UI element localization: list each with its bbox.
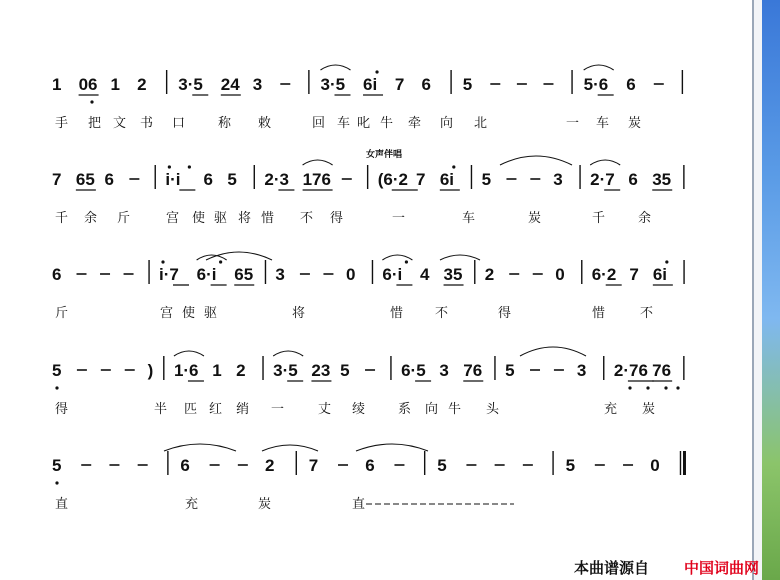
note-group: 6i [439, 170, 455, 189]
note-group: 06 [78, 75, 98, 94]
note-group: 3 [576, 361, 587, 380]
lyric-char: 驱 [204, 306, 218, 321]
note-group: 5 [340, 361, 350, 380]
slur [273, 351, 303, 356]
lyric-char: 斤 [55, 306, 69, 321]
lyric-char: 余 [84, 211, 98, 226]
footer-source-label: 本曲谱源自 [574, 559, 650, 577]
lyric-char: 余 [638, 211, 652, 226]
note-group: 3 [439, 361, 449, 380]
note-group: 5 [227, 170, 237, 189]
lyric-char: 炭 [258, 497, 272, 512]
lyric-char: 车 [337, 116, 351, 131]
note-group: 6 [626, 75, 636, 94]
lyric-char: 回 [312, 116, 326, 131]
lyric-char: 得 [498, 306, 512, 321]
phrase-slur [206, 252, 272, 260]
note-group: 0 [555, 265, 565, 284]
lyric-char: 惜 [390, 306, 404, 321]
lyric-char: 不 [300, 211, 314, 226]
octave-dot-low [55, 481, 58, 484]
note-group: (6·2 [377, 170, 409, 189]
lyric-char: 不 [435, 306, 449, 321]
note-group: 65 [75, 170, 95, 189]
note-group: 0 [650, 456, 660, 475]
lyric-char: 车 [596, 116, 610, 131]
lyric-char: 文 [113, 116, 127, 131]
note-group: 35 [443, 265, 463, 284]
phrase-slur [262, 445, 318, 451]
octave-dot-high [665, 260, 668, 263]
note-group: 6 [52, 265, 62, 284]
lyric-char: 宫 [160, 306, 174, 321]
lyric-char: 将 [292, 306, 306, 321]
note-group: 1 [52, 75, 62, 94]
phrase-slur [440, 255, 480, 260]
octave-dot-low [676, 386, 679, 389]
note-group: 6i [652, 265, 668, 284]
lyric-char: 得 [330, 211, 344, 226]
note-group: 76 [463, 361, 483, 380]
note-group: 6 [180, 456, 190, 475]
slur [320, 65, 350, 70]
lyric-char: 头 [486, 402, 500, 417]
note-group: 2·3 [264, 170, 289, 189]
note-group: 5 [481, 170, 492, 189]
lyric-char: 系 [398, 402, 412, 417]
lyric-char: 得 [55, 402, 69, 417]
note-group: 1·6 [173, 361, 199, 380]
lyric-char: 绫 [352, 402, 366, 417]
lyric-char: 北 [474, 116, 488, 131]
lyric-char: 向 [425, 402, 439, 417]
note-group: 2·7 [590, 170, 615, 189]
slur [382, 255, 412, 260]
lyric-char: 千 [55, 211, 69, 226]
lyric-char: 将 [238, 211, 252, 226]
note-group: 1 [110, 75, 120, 94]
octave-dot-low [55, 386, 58, 389]
note-group: 23 [311, 361, 331, 380]
lyric-char: 向 [440, 116, 454, 131]
note-group: 6 [421, 75, 431, 94]
note-group: 5 [565, 456, 576, 475]
note-group: 5 [52, 456, 62, 475]
lyric-char: 叱 [357, 116, 371, 131]
lyric-char: 一 [271, 402, 285, 417]
note-group: 7 [308, 456, 319, 475]
lyric-char: 手 [55, 116, 69, 131]
lyric-char: 充 [185, 497, 199, 512]
lyric-char: 把 [88, 116, 102, 131]
lyric-char: 不 [640, 306, 654, 321]
note-group: 6 [365, 456, 375, 475]
slur [590, 160, 620, 165]
window-scroll-edge [754, 0, 762, 580]
lyric-char: 车 [462, 211, 476, 226]
vocal-annotation: 女声伴唱 [366, 150, 403, 160]
note-group: 1 [212, 361, 222, 380]
octave-dot-high [219, 260, 222, 263]
lyric-char: 半 [154, 402, 168, 417]
phrase-slur [500, 156, 572, 165]
note-group: 6 [628, 170, 638, 189]
note-group: 7 [629, 265, 639, 284]
note-group: 176 [302, 170, 331, 189]
slur [303, 160, 333, 165]
note-group: 6 [104, 170, 114, 189]
bracket-close: ) [147, 361, 154, 380]
lyric-char: 称 [218, 116, 232, 131]
note-group: 5 [52, 361, 62, 380]
lyric-char: 炭 [528, 211, 542, 226]
lyric-char: 驱 [214, 211, 228, 226]
lyric-char: 一 [566, 116, 580, 131]
lyric-char: 直 [55, 497, 69, 512]
note-group: 3 [275, 265, 285, 284]
lyric-char: 牵 [408, 116, 422, 131]
note-group: 2 [265, 456, 275, 475]
lyric-char: 惜 [592, 306, 606, 321]
lyric-char: 斤 [117, 211, 131, 226]
phrase-slur [356, 444, 428, 451]
lyric-char: 牛 [380, 116, 394, 131]
note-group: 7 [415, 170, 426, 189]
octave-dot-low [628, 386, 631, 389]
footer-site-link[interactable]: 中国词曲网 [684, 559, 760, 577]
lyric-char: 炭 [642, 402, 656, 417]
lyric-char: 绡 [236, 402, 250, 417]
note-group: 7 [394, 75, 405, 94]
note-group: 65 [234, 265, 254, 284]
note-group: 6·2 [591, 265, 617, 284]
lyric-char: 宫 [166, 211, 180, 226]
octave-dot-low [664, 386, 667, 389]
octave-dot-high [405, 260, 408, 263]
note-group: 24 [220, 75, 240, 94]
lyric-char: 惜 [261, 211, 275, 226]
lyric-char: 炭 [628, 116, 642, 131]
lyric-char: 牛 [448, 402, 462, 417]
note-group: 3 [252, 75, 263, 94]
note-group: i·7 [159, 265, 179, 284]
note-group: 3·5 [273, 361, 298, 380]
note-group: 2 [137, 75, 147, 94]
note-group: i·i [165, 170, 181, 189]
note-group: 6·i [196, 265, 217, 284]
note-group: 6 [203, 170, 214, 189]
note-group: 5 [462, 75, 473, 94]
note-group: 5 [437, 456, 447, 475]
note-group: 5·6 [583, 75, 609, 94]
note-group: 76 [652, 361, 672, 380]
lyric-char: 千 [592, 211, 606, 226]
lyric-char: 丈 [318, 402, 332, 417]
lyric-char: 直 [352, 497, 366, 512]
slur [174, 351, 204, 356]
note-group: 0 [345, 265, 356, 284]
lyric-char: 红 [209, 402, 223, 417]
octave-dot-low [646, 386, 649, 389]
note-group: 3·5 [320, 75, 346, 94]
lyric-char: 书 [140, 116, 154, 131]
slur [584, 65, 614, 70]
note-group: 6·i [382, 265, 403, 284]
note-group: 2 [484, 265, 495, 284]
note-group: 3 [553, 170, 563, 189]
note-group: 2·76 [613, 361, 648, 380]
lyric-char: 使 [182, 306, 196, 321]
note-group: 5 [505, 361, 515, 380]
note-group: 7 [52, 170, 62, 189]
octave-dot-low [90, 100, 93, 103]
octave-dot-high [161, 260, 164, 263]
octave-dot-high [452, 165, 455, 168]
lyric-char: 充 [604, 402, 618, 417]
lyric-char: 使 [192, 211, 206, 226]
lyric-char: 敕 [258, 116, 272, 131]
lyric-char: 匹 [184, 402, 198, 417]
note-group: 6i [363, 75, 378, 94]
note-group: 35 [652, 170, 672, 189]
lyric-char: 口 [172, 116, 186, 131]
note-group: 2 [236, 361, 246, 380]
note-group: 4 [420, 265, 430, 284]
octave-dot-high [168, 165, 171, 168]
phrase-slur [520, 347, 586, 356]
note-group: 3·5 [178, 75, 203, 94]
octave-dot-high [188, 165, 191, 168]
note-group: 6·5 [401, 361, 426, 380]
octave-dot-high [375, 70, 378, 73]
lyric-char: 一 [392, 211, 406, 226]
phrase-slur [164, 444, 236, 451]
